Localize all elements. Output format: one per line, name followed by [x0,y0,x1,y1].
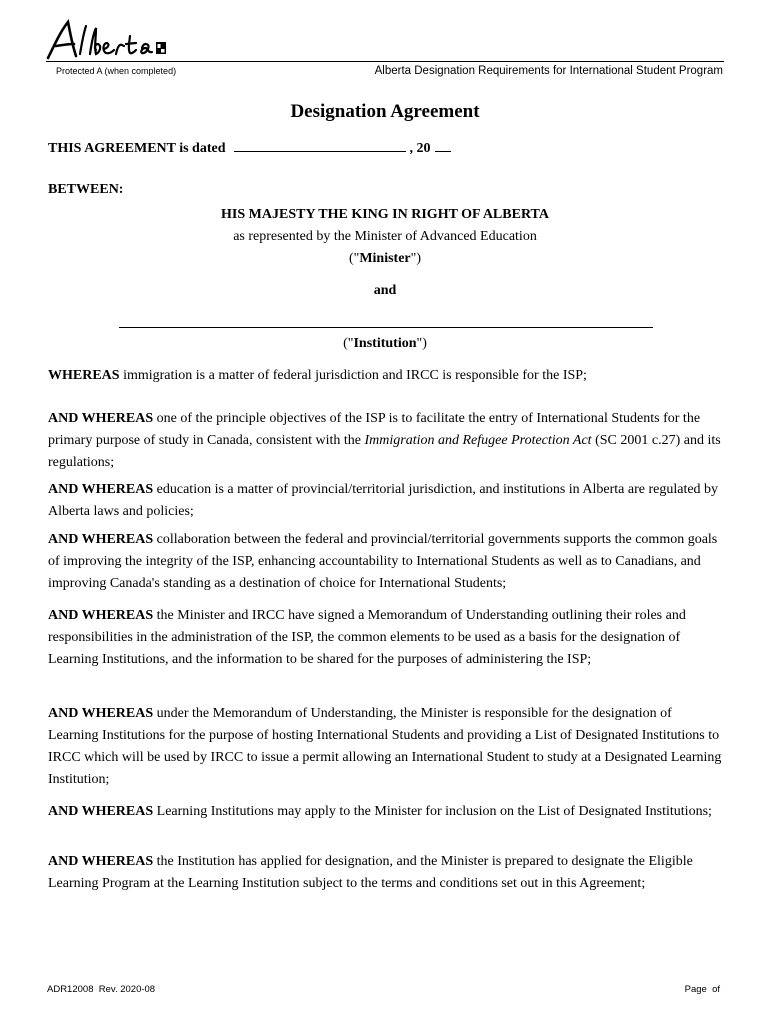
and-label: and [373,283,397,298]
recital-6: AND WHEREAS under the Memorandum of Understanding, the Minister is responsible for the designation of Learning Institutions for the purpose of hosting International Students and providing a List of Designated Institutions to IRCC which will be used by IRCC to issue a permit allowing an International Student to study at a Designated Learning Institution; [48,706,722,787]
year-blank-field[interactable] [435,137,451,152]
alberta-logo [46,18,171,64]
recital-8: AND WHEREAS the Institution has applied for designation, and the Minister is prepared to designate the Eligible Learning Program at the Learning Institution subject to the terms and conditions set out in this Agreement; [48,854,693,891]
document-title: Designation Agreement [290,101,480,122]
header-rule [46,61,724,62]
recital-2: AND WHEREAS one of the principle objectives of the ISP is to facilitate the entry of International Students for the primary purpose of study in Canada, consistent with the Immigration and Refugee Protection Act (SC 2001 c.27) and its regulations; [48,411,721,470]
institution-term: Institution [353,336,417,351]
date-blank-field[interactable] [234,137,406,152]
party1-alias: ("Minister") [348,251,422,266]
protection-classification: Protected A (when completed) [56,66,177,76]
agreement-date-label: THIS AGREEMENT is dated [48,141,226,156]
recital-7: AND WHEREAS Learning Institutions may apply to the Minister for inclusion on the List of Designated Institutions; [48,804,712,819]
page-number: Page of [684,984,720,995]
party1-represented-by: as represented by the Minister of Advanced Education [233,229,537,244]
agreement-date-line [48,137,451,157]
institution-name-field[interactable] [119,327,653,328]
recital-1: WHEREAS immigration is a matter of federal jurisdiction and IRCC is responsible for the ISP; [48,368,587,383]
year-prefix: , 20 [409,141,431,156]
recital-5: AND WHEREAS the Minister and IRCC have signed a Memorandum of Understanding outlining their roles and responsibilities in the administration of the ISP, the common elements to be used as a basis for the designation of Learning Institutions, and the information to be shared for the purposes of administering the ISP; [48,608,686,667]
recital-3: AND WHEREAS education is a matter of provincial/territorial jurisdiction, and institutions in Alberta are regulated by Alberta laws and policies; [48,482,719,519]
form-number: ADR12008 Rev. 2020-08 [47,984,156,995]
party2-alias: ("Institution") [343,336,427,351]
between-label: BETWEEN: [48,182,124,197]
recital-4: AND WHEREAS collaboration between the federal and provincial/territorial governments supports the common goals of improving the integrity of the ISP, enhancing accountability to International Students as well as to Canadians, and improving Canada's standing as a destination of choice for International Students; [48,532,718,591]
party1-name: HIS MAJESTY THE KING IN RIGHT OF ALBERTA [221,207,549,222]
act-title: Immigration and Refugee Protection Act [364,433,592,448]
program-title: Alberta Designation Requirements for International Student Program [374,65,723,77]
minister-term: Minister [359,251,411,266]
